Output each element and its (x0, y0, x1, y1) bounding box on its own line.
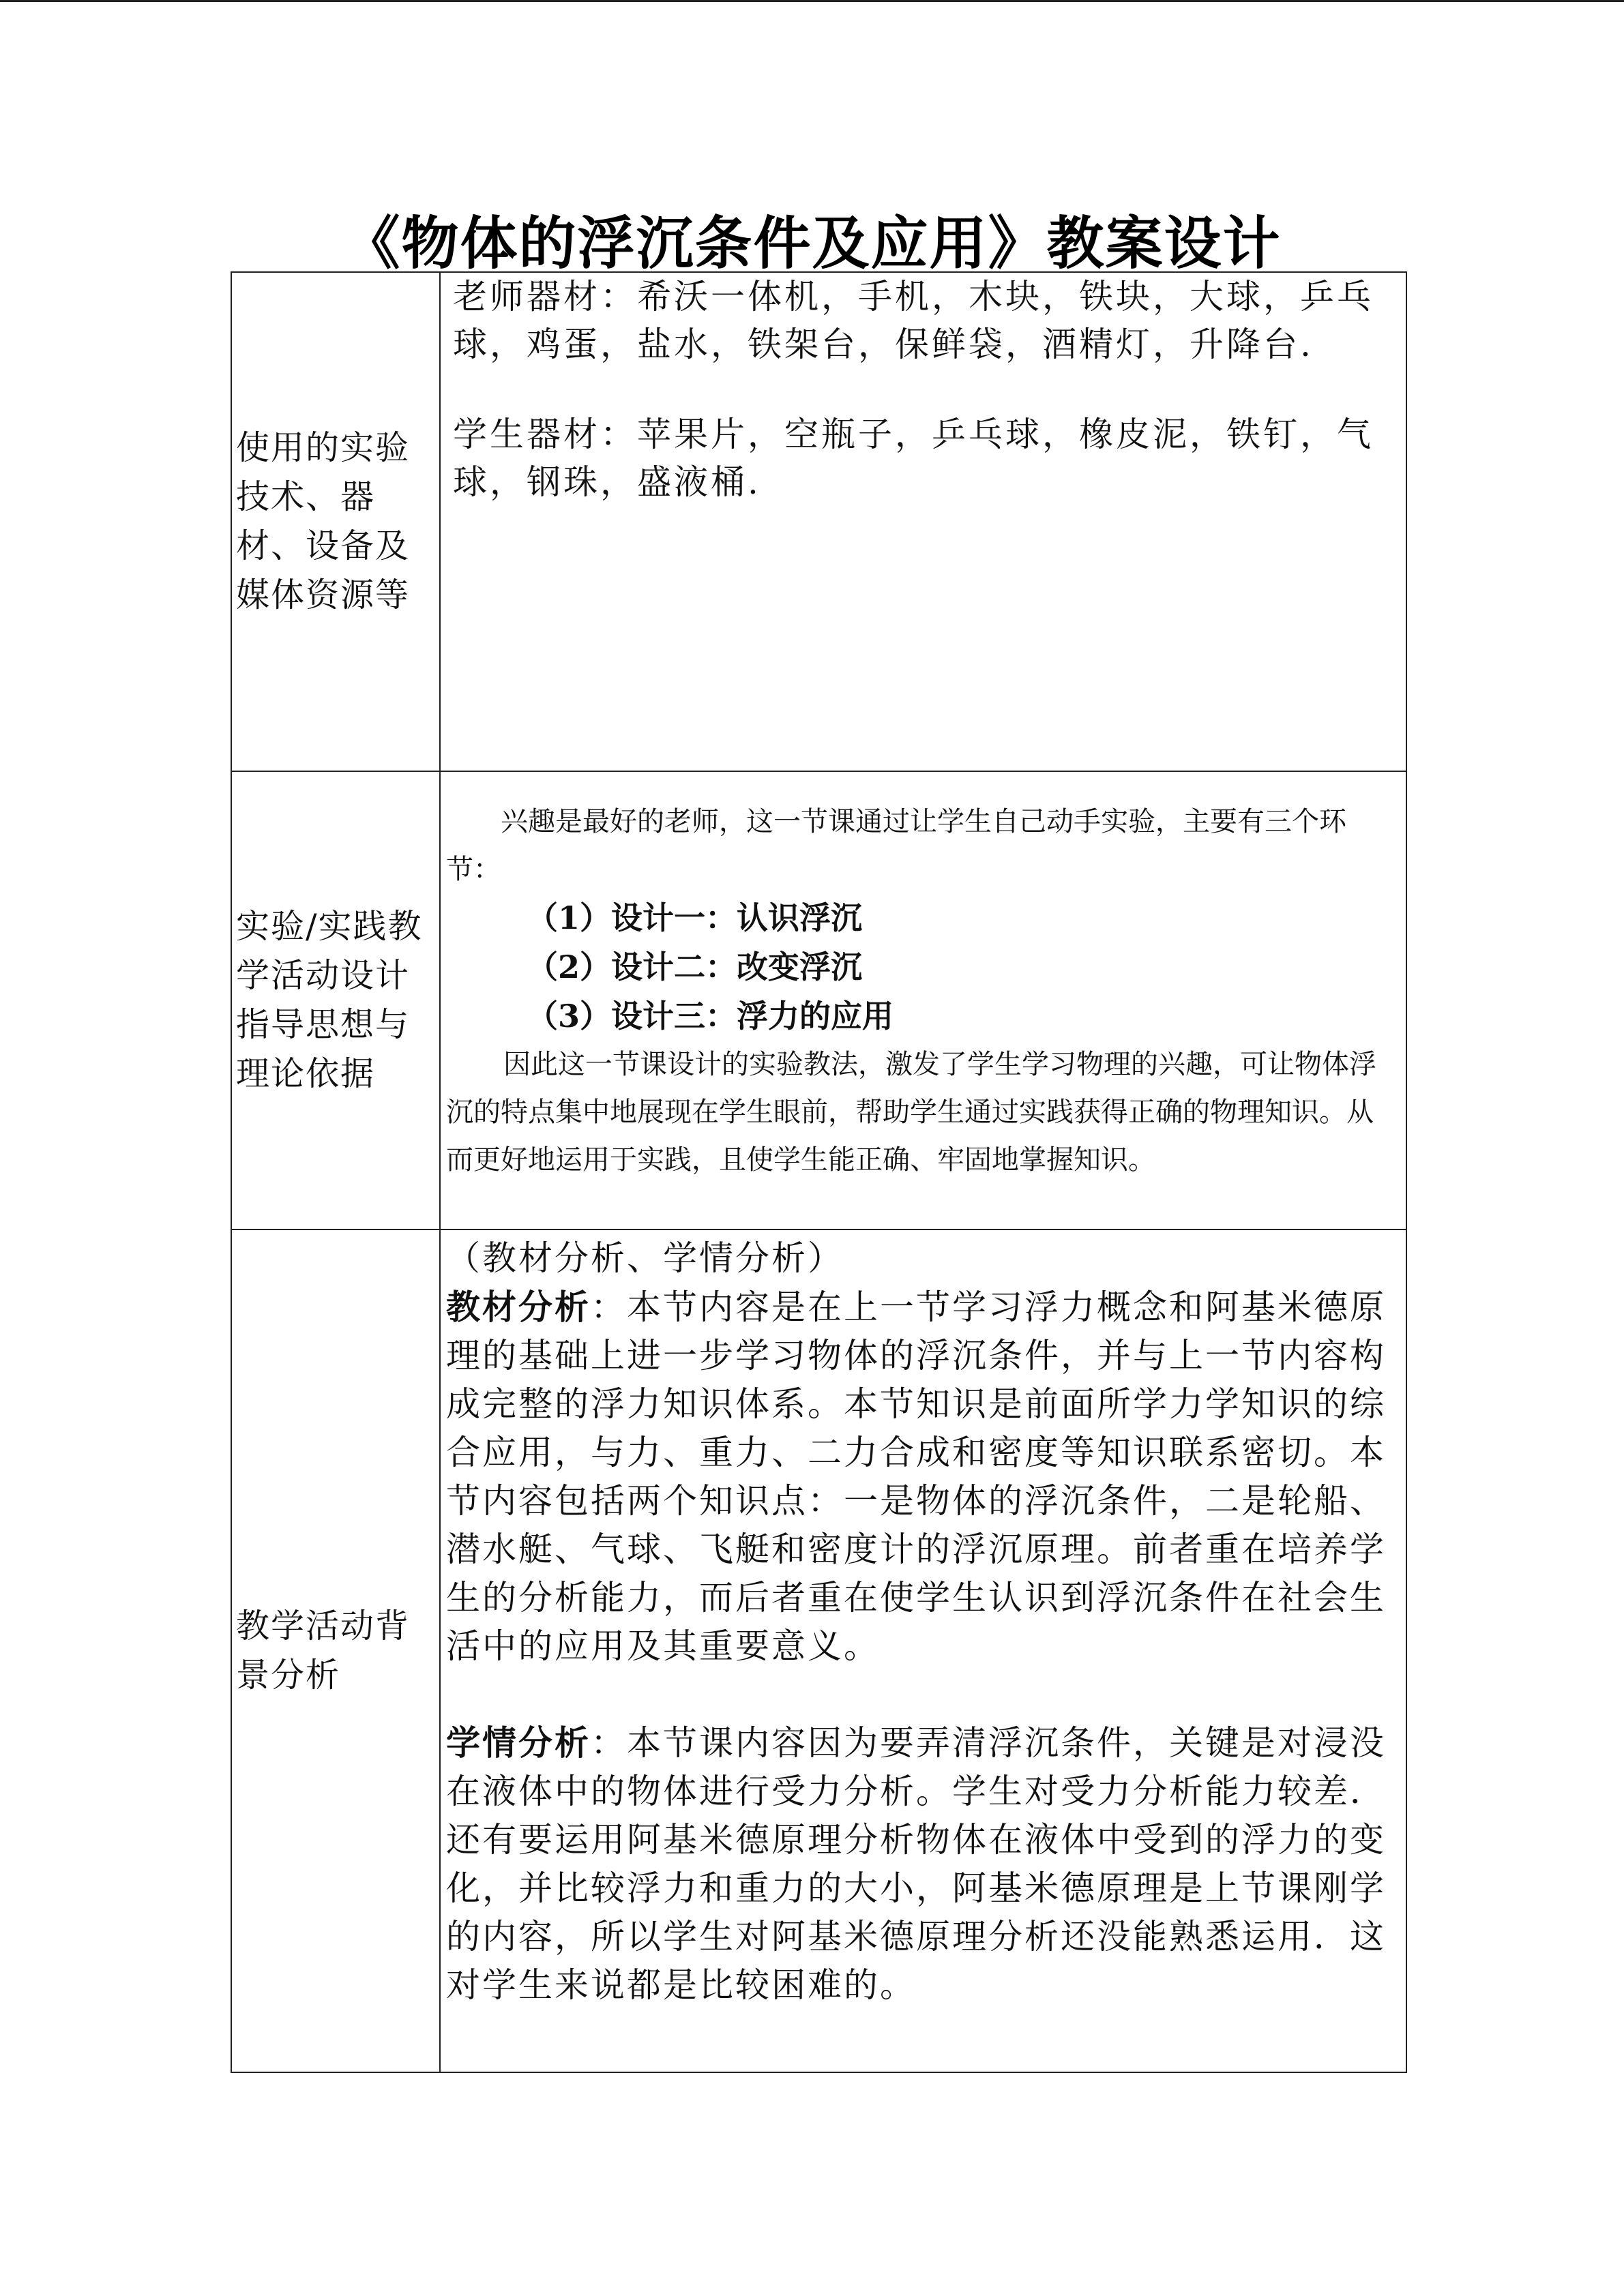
row-label: 使用的实验技术、器材、设备及媒体资源等 (236, 428, 411, 614)
design-item-2: （2）设计二：改变浮沉 (527, 949, 863, 985)
design-item-1: （1）设计一：认识浮沉 (527, 899, 863, 936)
row-label: 教学活动背景分析 (236, 1607, 411, 1695)
page-top-rule (0, 0, 1624, 2)
lesson-plan-table (231, 271, 1407, 2073)
resources-cell (440, 272, 1406, 771)
student-equipment: 学生器材：苹果片，空瓶子，乒乓球，橡皮泥，铁钉，气球，钢珠，盛液桶. (453, 415, 1374, 502)
student-analysis-label: 学情分析 (446, 1723, 591, 1763)
row-label-cell (231, 771, 440, 1229)
table-row-resources (231, 272, 1406, 771)
student-analysis-text: ：本节课内容因为要弄清浮沉条件，关键是对浸没在液体中的物体进行受力分析。学生对受力分析能力较差．还有要运用阿基米德原理分析物体在液体中受到的浮力的变化，并比较浮力和重力的大小，阿基米德原理是上节课刚学的内容，所以学生对阿基米德原理分析还没能熟悉运用．这对学生来说都是比较困难的。 (446, 1723, 1386, 2005)
conclusion-paragraph: 因此这一节课设计的实验教法，激发了学生学习物理的兴趣，可让物体浮沉的特点集中地展现在学生眼前，帮助学生通过实践获得正确的物理知识。从而更好地运用于实践，且使学生能正确、牢固地掌握知识。 (446, 1049, 1376, 1176)
guiding-theory-cell (440, 771, 1406, 1229)
material-analysis-text: ：本节内容是在上一节学习浮力概念和阿基米德原理的基础上进一步学习物体的浮沉条件，并与上一节内容构成完整的浮力知识体系。本节知识是前面所学力学知识的综合应用，与力、重力、二力合成和密度等知识联系密切。本节内容包括两个知识点：一是物体的浮沉条件，二是轮船、潜水艇、气球、飞艇和密度计的浮沉原理。前者重在培养学生的分析能力，而后者重在使学生认识到浮沉条件在社会生活中的应用及其重要意义。 (446, 1287, 1386, 1666)
intro-paragraph: 兴趣是最好的老师，这一节课通过让学生自己动手实验，主要有三个环节： (446, 806, 1346, 885)
material-analysis-label: 教材分析 (446, 1287, 591, 1327)
row-label-cell (231, 1229, 440, 2072)
row-label-cell (231, 272, 440, 771)
design-item-3: （3）设计三：浮力的应用 (527, 998, 894, 1034)
background-analysis-cell (440, 1229, 1406, 2072)
document-title: 《物体的浮沉条件及应用》教案设计 (342, 210, 1282, 277)
student-analysis (446, 1718, 1391, 2010)
analysis-heading: （教材分析、学情分析） (446, 1238, 844, 1278)
row-label: 实验/实践教学活动设计指导思想与理论依据 (236, 907, 423, 1093)
material-analysis (446, 1283, 1391, 1671)
table-row-background (231, 1229, 1406, 2072)
teacher-equipment: 老师器材：希沃一体机，手机，木块，铁块，大球，乒乓球，鸡蛋，盐水，铁架台，保鲜袋，酒精灯，升降台. (453, 277, 1374, 364)
table-row-guiding-theory (231, 771, 1406, 1229)
